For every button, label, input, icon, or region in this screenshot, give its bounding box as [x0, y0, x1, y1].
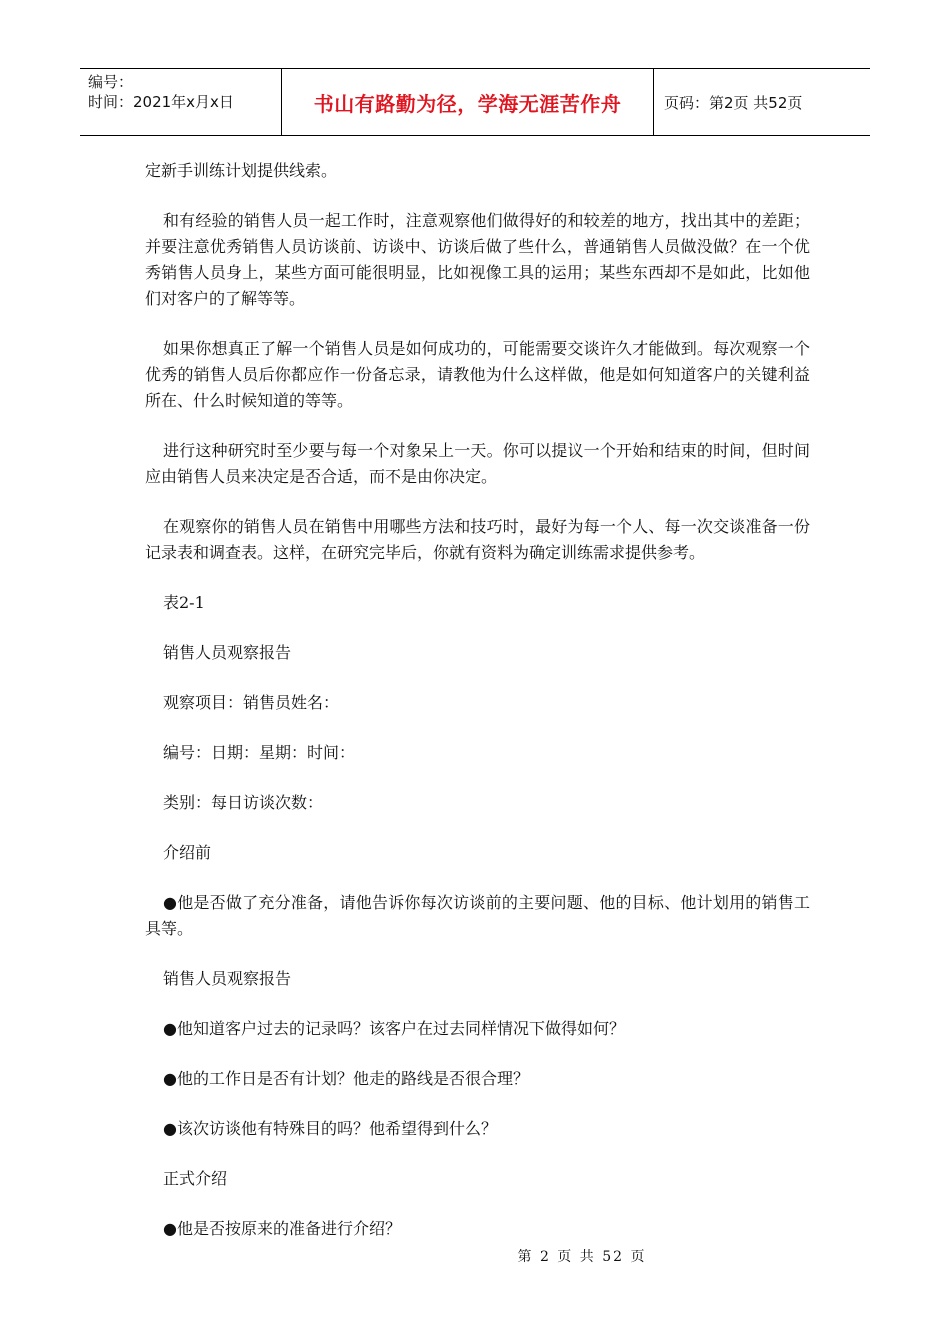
header-meta	[80, 69, 282, 135]
paragraph: 在观察你的销售人员在销售中用哪些方法和技巧时，最好为每一个人、每一次交谈准备一份记录表和调查表。这样，在研究完毕后，你就有资料为确定训练需求提供参考。	[145, 517, 810, 562]
bullet-item: ●他是否按原来的准备进行介绍？	[163, 1219, 401, 1238]
paragraph: 进行这种研究时至少要与每一个对象呆上一天。你可以提议一个开始和结束的时间，但时间应由销售人员来决定是否合适，而不是由你决定。	[145, 441, 810, 486]
header-number: 编号：	[88, 73, 134, 91]
paragraph-continuation: 定新手训练计划提供线索。	[145, 161, 338, 180]
form-line: 编号：日期：星期：时间：	[163, 743, 356, 762]
bullet-item: ●他是否做了充分准备，请他告诉你每次访谈前的主要问题、他的目标、他计划用的销售工具等。	[145, 893, 810, 938]
page-header	[80, 68, 870, 136]
bullet-item: ●他的工作日是否有计划？他走的路线是否很合理？	[163, 1069, 529, 1088]
header-time: 时间：2021年x月x日	[88, 93, 234, 111]
report-title: 销售人员观察报告	[163, 969, 292, 988]
bullet-item: ●该次访谈他有特殊目的吗？他希望得到什么？	[163, 1119, 497, 1138]
header-page-number: 页码：第2页 共52页	[664, 93, 803, 112]
page-footer: 第 2 页 共 52 页	[517, 1249, 647, 1265]
section-heading: 介绍前	[163, 843, 212, 862]
bullet-item: ●他知道客户过去的记录吗？该客户在过去同样情况下做得如何？	[163, 1019, 625, 1038]
document-body	[145, 158, 810, 1266]
header-motto: 书山有路勤为径，学海无涯苦作舟	[282, 69, 654, 135]
table-caption: 表2-1	[163, 593, 205, 612]
section-heading: 正式介绍	[163, 1169, 228, 1188]
report-title: 销售人员观察报告	[163, 643, 292, 662]
paragraph: 和有经验的销售人员一起工作时，注意观察他们做得好的和较差的地方，找出其中的差距；并要注意优秀销售人员访谈前、访谈中、访谈后做了些什么，普通销售人员做没做？在一个优秀销售人员身上，某些方面可能很明显，比如视像工具的运用；某些东西却不是如此，比如他们对客户的了解等等。	[145, 211, 810, 308]
form-line: 观察项目：销售员姓名：	[163, 693, 340, 712]
form-line: 类别：每日访谈次数：	[163, 793, 324, 812]
paragraph: 如果你想真正了解一个销售人员是如何成功的，可能需要交谈许久才能做到。每次观察一个优秀的销售人员后你都应作一份备忘录，请教他为什么这样做，他是如何知道客户的关键利益所在、什么时候知道的等等。	[145, 339, 810, 410]
